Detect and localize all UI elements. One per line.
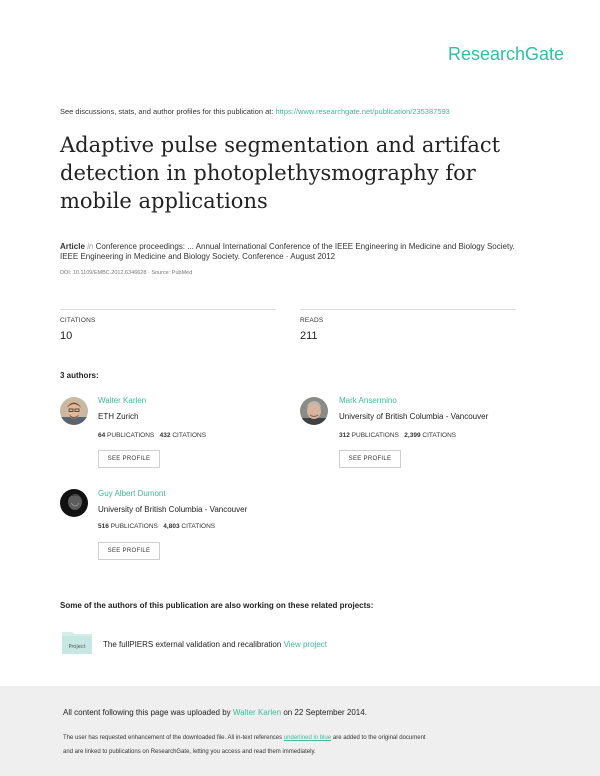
note-part-c: and are linked to publications on ResearchGate, letting you access and read them immediately. <box>63 749 316 755</box>
note-part-a: The user has requested enhancement of the downloaded file. All in-text references <box>63 735 283 741</box>
disclaimer-line <box>60 107 450 116</box>
author-name-walter-karlen[interactable]: Walter Karlen <box>98 396 147 405</box>
citations-label: CITATIONS <box>60 317 96 324</box>
upload-prefix: All content following this page was uploaded by <box>63 708 231 717</box>
author-stats <box>339 432 456 439</box>
project-folder-icon[interactable] <box>62 630 92 654</box>
citations-count: 432 <box>159 432 171 439</box>
project-icon-label: Project <box>68 644 86 650</box>
citations-value: 10 <box>60 330 73 342</box>
enhancement-note <box>63 731 543 759</box>
related-projects-heading: Some of the authors of this publication are also working on these related projects: <box>60 601 374 610</box>
citations-count: 2,399 <box>404 432 421 439</box>
author-affiliation: ETH Zurich <box>98 412 139 421</box>
citations-label-small: CITATIONS <box>181 523 216 530</box>
see-profile-button[interactable]: SEE PROFILE <box>98 450 160 468</box>
author-name-mark-ansermino[interactable]: Mark Ansermino <box>339 396 397 405</box>
person-photo-icon <box>60 489 88 517</box>
note-part-b: are added to the original document <box>332 735 426 741</box>
author-affiliation: University of British Columbia - Vancouver <box>98 505 248 514</box>
doi-line: DOI: 10.1109/EMBC.2012.6346628 · Source: PubMed <box>60 270 193 276</box>
author-affiliation: University of British Columbia - Vancouver <box>339 412 489 421</box>
reads-value: 211 <box>300 330 318 342</box>
researchgate-logo[interactable]: ResearchGate <box>448 44 565 64</box>
publication-url-link[interactable]: https://www.researchgate.net/publication/235387593 <box>275 107 450 116</box>
upload-suffix: on 22 September 2014. <box>283 708 367 717</box>
citations-count: 4,803 <box>163 523 180 530</box>
publications-label: PUBLICATIONS <box>110 523 158 530</box>
stats-divider-left <box>60 309 276 310</box>
upload-info <box>63 708 367 717</box>
disclaimer-text: See discussions, stats, and author profiles for this publication at: <box>60 107 276 116</box>
author-stats <box>98 432 206 439</box>
article-type: Article <box>60 242 85 251</box>
publications-label: PUBLICATIONS <box>107 432 155 439</box>
author-stats <box>98 523 215 530</box>
publication-source: Conference proceedings: ... Annual International Conference of the IEEE Engineering in Medicine and Biology Society. IEEE Engineering in Medicine and Biology Society. Conference · August 2012 <box>60 242 515 261</box>
in-word: in <box>87 242 94 251</box>
stats-divider-right <box>300 309 516 310</box>
avatar-mark-ansermino[interactable] <box>300 397 328 425</box>
publications-count: 312 <box>339 432 350 439</box>
person-photo-icon <box>60 397 88 425</box>
author-name-guy-albert-dumont[interactable]: Guy Albert Dumont <box>98 489 166 498</box>
citations-label-small: CITATIONS <box>172 432 207 439</box>
uploader-link[interactable]: Walter Karlen <box>232 708 282 717</box>
avatar-guy-albert-dumont[interactable] <box>60 489 88 517</box>
project-title: The fullPIERS external validation and recalibration <box>103 640 282 649</box>
person-photo-icon <box>300 397 328 425</box>
authors-heading: 3 authors: <box>60 371 99 380</box>
reads-label: READS <box>300 317 324 324</box>
avatar-walter-karlen[interactable] <box>60 397 88 425</box>
see-profile-button[interactable]: SEE PROFILE <box>339 450 401 468</box>
view-project-link[interactable]: View project <box>283 640 327 649</box>
publications-count: 516 <box>98 523 109 530</box>
see-profile-button[interactable]: SEE PROFILE <box>98 542 160 560</box>
publication-meta <box>60 242 530 262</box>
project-item <box>103 640 327 649</box>
note-link: underlined in blue <box>283 735 332 741</box>
publication-title: Adaptive pulse segmentation and artifact detection in photoplethysmography for mobile applications <box>60 133 501 213</box>
citations-label-small: CITATIONS <box>422 432 457 439</box>
publications-label: PUBLICATIONS <box>351 432 399 439</box>
publications-count: 64 <box>98 432 106 439</box>
